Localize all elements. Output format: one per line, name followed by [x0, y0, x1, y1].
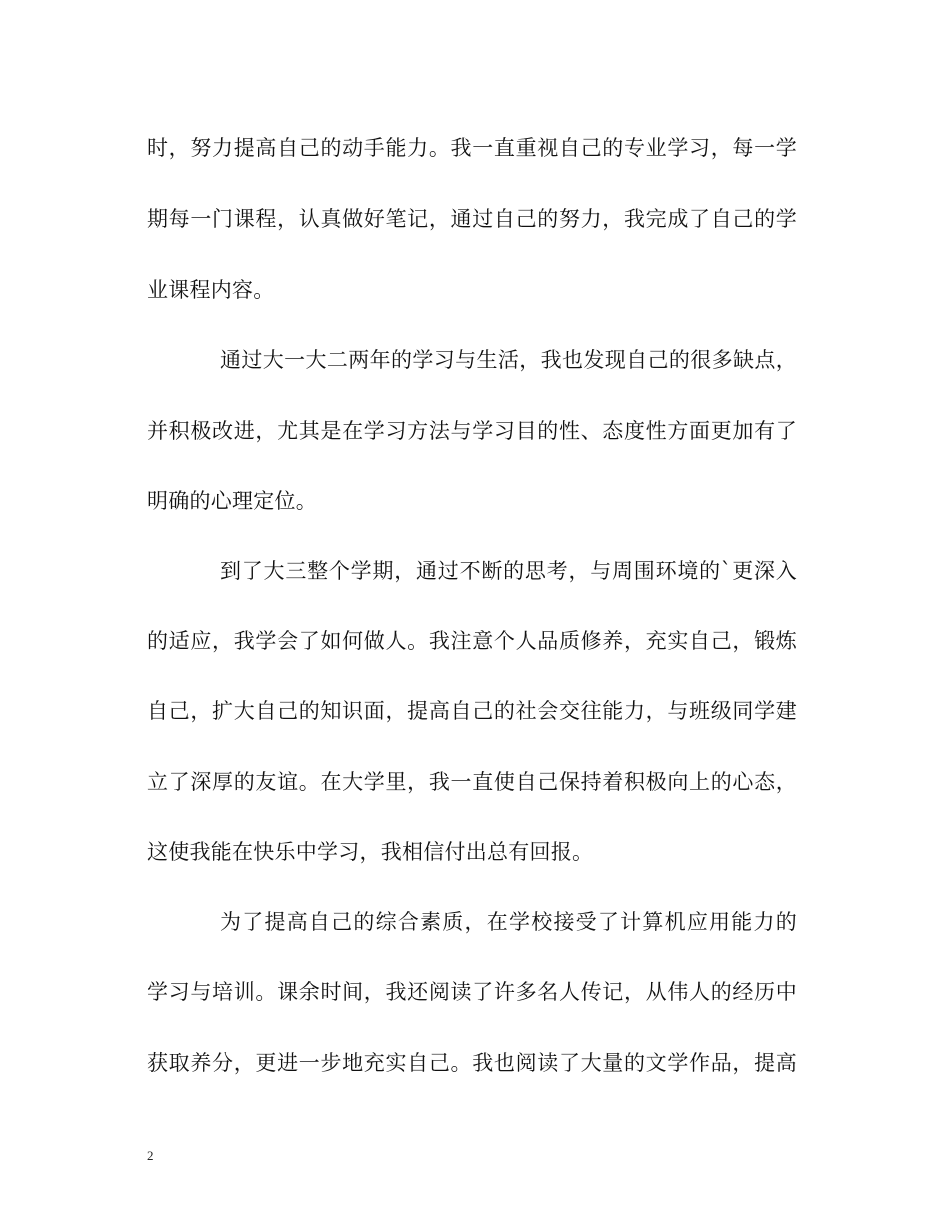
paragraph-first-line: 到了大三整个学期，通过不断的思考，与周围环境的`更深入 [220, 559, 797, 583]
text-line: 学习与培训。课余时间，我还阅读了许多名人传记，从伟人的经历中 [147, 980, 797, 1004]
text-line: 获取养分，更进一步地充实自己。我也阅读了大量的文学作品，提高 [147, 1051, 797, 1075]
paragraph-first-line: 为了提高自己的综合素质，在学校接受了计算机应用能力的 [220, 910, 797, 934]
text-line: 期每一门课程，认真做好笔记，通过自己的努力，我完成了自己的学 [147, 207, 797, 231]
text-line: 业课程内容。 [147, 278, 275, 302]
paragraph-first-line: 通过大一大二两年的学习与生活，我也发现自己的很多缺点， [220, 348, 797, 372]
text-line: 时，努力提高自己的动手能力。我一直重视自己的专业学习，每一学 [147, 136, 797, 160]
text-line: 明确的心理定位。 [147, 489, 317, 513]
page-number: 2 [147, 1148, 154, 1163]
text-line: 并积极改进，尤其是在学习方法与学习目的性、态度性方面更加有了 [147, 419, 797, 443]
text-line: 立了深厚的友谊。在大学里，我一直使自己保持着积极向上的心态， [147, 770, 797, 794]
text-line: 这使我能在快乐中学习，我相信付出总有回报。 [147, 840, 594, 864]
text-line: 的适应，我学会了如何做人。我注意个人品质修养，充实自己，锻炼 [147, 629, 797, 653]
text-line: 自己，扩大自己的知识面，提高自己的社会交往能力，与班级同学建 [147, 699, 797, 723]
